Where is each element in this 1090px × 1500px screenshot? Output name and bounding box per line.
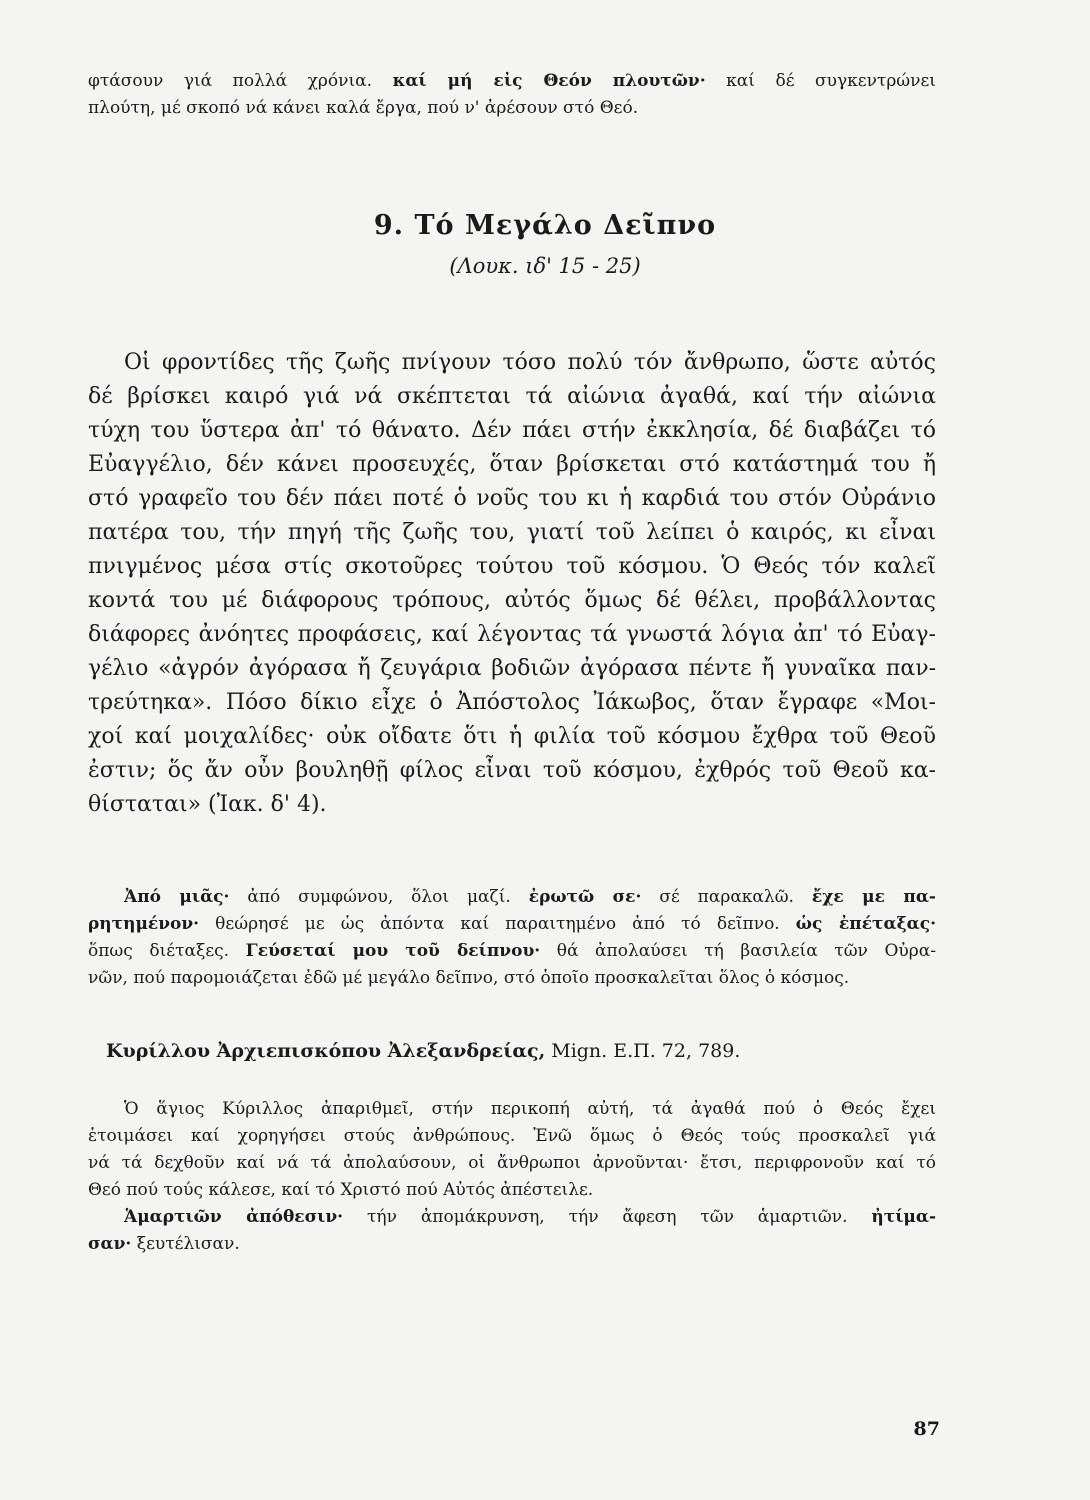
page-number: 87 bbox=[913, 1418, 940, 1440]
source-citation bbox=[106, 1036, 936, 1066]
notes-line-1: Ἀπό μιᾶς· ἀπό συμφώνου, ὅλοι μαζί. ἐρωτῶ σε· σέ παρακαλῶ. ἔχε με πα- bbox=[124, 887, 936, 907]
main-line: πατέρα του, τήν πηγή τῆς ζωῆς του, γιατί τοῦ λείπει ὁ καιρός, κι εἶναι bbox=[88, 520, 936, 545]
commentary-line-1: Ὁ ἅγιος Κύριλλος ἀπαριθμεῖ, στήν περικοπή αὐτή, τά ἀγαθά πού ὁ Θεός ἔχει bbox=[124, 1099, 936, 1119]
main-line: τύχη του ὕστερα ἀπ' τό θάνατο. Δέν πάει στήν ἐκκλησία, δέ διαβάζει τό bbox=[88, 418, 936, 443]
notes-line-3: ὅπως διέταξες. Γεύσεταί μου τοῦ δείπνου· θά ἀπολαύσει τή βασιλεία τῶν Οὐρα- bbox=[88, 941, 936, 961]
source-author: Κυρίλλου Ἀρχιεπισκόπου Ἀλεξανδρείας, bbox=[106, 1040, 546, 1062]
gloss-term: σαν· bbox=[88, 1234, 132, 1254]
top-line-1: φτάσουν γιά πολλά χρόνια. καί μή εἰς Θεόν πλουτῶν· καί δέ συγκεντρώνει bbox=[88, 71, 936, 91]
gloss-term: ὡς ἐπέταξας· bbox=[795, 914, 936, 934]
commentary-line-3: νά τά δεχθοῦν καί νά τά ἀπολαύσουν, οἱ ἄνθρωποι ἀρνοῦνται· ἔτσι, περιφρονοῦν καί τό bbox=[88, 1153, 936, 1173]
main-line: πνιγμένος μέσα στίς σκοτοῦρες τούτου τοῦ κόσμου. Ὁ Θεός τόν καλεῖ bbox=[88, 554, 936, 579]
commentary-line-2: ἑτοιμάσει καί χορηγήσει στούς ἀνθρώπους. Ἐνῶ ὅμως ὁ Θεός τούς προσκαλεῖ γιά bbox=[88, 1126, 936, 1146]
notes-line-2: ρητημένον· θεώρησέ με ὡς ἀπόντα καί παραιτημένο ἀπό τό δεῖπνο. ὡς ἐπέταξας· bbox=[88, 914, 936, 934]
main-line: γέλιο «ἀγρόν ἀγόρασα ἤ ζευγάρια βοδιῶν ἀγόρασα πέντε ἤ γυναῖκα παν- bbox=[88, 656, 936, 681]
commentary-line-6: σαν· ξευτέλισαν. bbox=[88, 1234, 240, 1254]
chapter-title: 9. Τό Μεγάλο Δεῖπνο bbox=[373, 210, 717, 241]
main-line: στό γραφεῖο του δέν πάει ποτέ ὁ νοῦς του κι ἡ καρδιά του στόν Οὐράνιο bbox=[88, 486, 936, 511]
main-line: κοντά του μέ διάφορους τρόπους, αὐτός ὅμως δέ θέλει, προβάλλοντας bbox=[88, 588, 936, 613]
commentary-line-5: Ἁμαρτιῶν ἀπόθεσιν· τήν ἀπομάκρυνση, τήν ἄφεση τῶν ἁμαρτιῶν. ἠτίμα- bbox=[124, 1207, 936, 1227]
notes-line-4: νῶν, πού παρομοιάζεται ἐδῶ μέ μεγάλο δεῖπνο, στό ὁποῖο προσκαλεῖται ὅλος ὁ κόσμος. bbox=[88, 968, 850, 988]
gloss-term: ἐρωτῶ σε· bbox=[528, 887, 642, 907]
commentary-line-4: Θεό πού τούς κάλεσε, καί τό Χριστό πού Αὐτός ἀπέστειλε. bbox=[88, 1180, 594, 1200]
main-line: τρεύτηκα». Πόσο δίκιο εἶχε ὁ Ἀπόστολος Ἰάκωβος, ὅταν ἔγραφε «Μοι- bbox=[88, 690, 936, 715]
top-line-2: πλούτη, μέ σκοπό νά κάνει καλά ἔργα, πού ν' ἀρέσουν στό Θεό. bbox=[88, 98, 639, 118]
main-line: Εὐαγγέλιο, δέν κάνει προσευχές, ὅταν βρίσκεται στό κατάστημά του ἤ bbox=[88, 452, 936, 477]
source-reference: Mign. Ε.Π. 72, 789. bbox=[545, 1040, 741, 1062]
main-line: θίσταται» (Ἰακ. δ' 4). bbox=[88, 792, 327, 817]
main-line: Οἱ φροντίδες τῆς ζωῆς πνίγουν τόσο πολύ τόν ἄνθρωπο, ὥστε αὐτός bbox=[124, 350, 936, 375]
quote-term: καί μή εἰς Θεόν πλουτῶν· bbox=[392, 71, 706, 91]
gloss-term: Ἀπό μιᾶς· bbox=[124, 887, 230, 907]
main-line: ἐστιν; ὅς ἄν οὖν βουληθῇ φίλος εἶναι τοῦ κόσμου, ἐχθρός τοῦ Θεοῦ κα- bbox=[88, 758, 936, 783]
top-paragraph bbox=[88, 68, 936, 122]
main-line: διάφορες ἀνόητες προφάσεις, καί λέγοντας τά γνωστά λόγια ἀπ' τό Εὐαγ- bbox=[88, 622, 936, 647]
gloss-term: Ἁμαρτιῶν ἀπόθεσιν· bbox=[124, 1207, 344, 1227]
glossary-notes-1 bbox=[88, 884, 936, 992]
chapter-reference: (Λουκ. ιδ' 15 - 25) bbox=[449, 254, 641, 278]
gloss-term: ἔχε με πα- bbox=[811, 887, 936, 907]
main-line: χοί καί μοιχαλίδες· οὐκ οἴδατε ὅτι ἡ φιλία τοῦ κόσμου ἔχθρα τοῦ Θεοῦ bbox=[88, 724, 936, 749]
gloss-term: Γεύσεταί μου τοῦ δείπνου· bbox=[245, 941, 541, 961]
gloss-term: ρητημένον· bbox=[88, 914, 200, 934]
main-line: δέ βρίσκει καιρό γιά νά σκέπτεται τά αἰώνια ἀγαθά, καί τήν αἰώνια bbox=[88, 384, 936, 409]
gloss-term: ἠτίμα- bbox=[871, 1207, 936, 1227]
commentary-notes bbox=[88, 1096, 936, 1258]
main-paragraph bbox=[88, 346, 936, 822]
